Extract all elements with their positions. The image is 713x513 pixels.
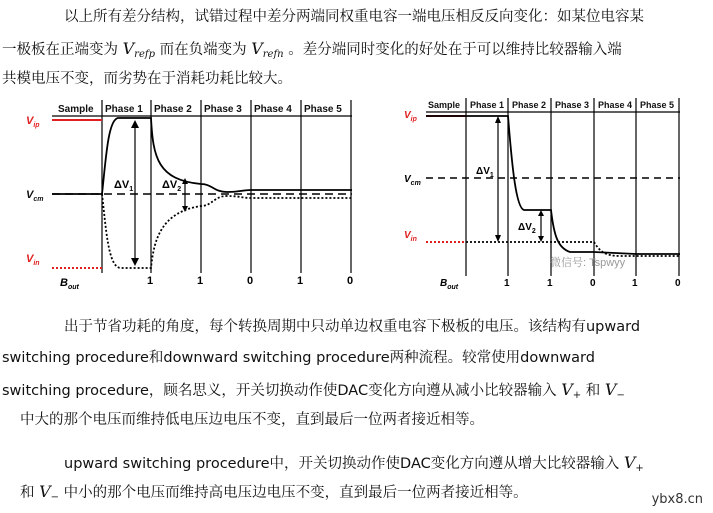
bit-2: 1 [197,275,204,287]
para3-vplus-symbol: $V_+$ [623,453,644,474]
r-bit-4: 1 [632,278,638,289]
r-vip-label: $V_{ip}$ [404,110,417,123]
bit-5: 0 [347,275,354,287]
dv1-label: $\Delta V_1$ [114,179,134,193]
vip-label: $V_{ip}$ [26,115,40,129]
r-phase-label-5: Phase 5 [640,100,675,110]
para1-line2-c: 。差分端同时变化的好处在于可以维持比较器输入端 [288,42,622,58]
para3-line2-b: 中小的那个电压而维持高电压边电压不变，直到最后一位两者接近相等。 [59,485,528,501]
para2-line1: 出于节省功耗的角度，每个转换周期中只动单边权重电容下极板的电压。该结构有upward [64,319,641,335]
phase-label-3: Phase 3 [204,104,242,115]
para3-vminus-symbol: $V_-$ [39,482,60,503]
phase-label-4: Phase 4 [254,104,292,115]
r-dv2-label: $\Delta V_2$ [518,222,536,235]
phase-label-5: Phase 5 [304,104,342,115]
r-bit-5: 0 [675,278,681,289]
r-dv1-label: $\Delta V_1$ [476,166,494,179]
phase-label-sample: Sample [58,104,94,115]
r-vcm-label: $V_{cm}$ [404,174,421,187]
r-phase-label-3: Phase 3 [555,100,590,110]
vin-label: $V_{in}$ [26,253,40,267]
para3-line2 [20,476,528,513]
r-phase-label-sample: Sample [428,100,461,110]
phase-label-1: Phase 1 [105,104,143,115]
para1-line3: 共模电压不变，而劣势在于消耗功耗比较大。 [2,71,292,87]
r-phase-label-2: Phase 2 [512,100,547,110]
r-phase-label-4: Phase 4 [598,100,633,110]
wechat-watermark: 微信号: Tspwyy [550,257,626,269]
bit-1: 1 [147,275,154,287]
vcm-label: $V_{cm}$ [26,189,44,203]
left-switching-diagram [22,98,360,294]
r-vin-label: $V_{in}$ [404,230,417,243]
r-phase-label-1: Phase 1 [470,100,505,110]
para2-line3-b: 和 [581,383,605,399]
vrefp-symbol: $V_{refp}$ [122,39,155,60]
para1-line2-b: 而在负端变为 [159,42,252,58]
bit-4: 1 [297,275,304,287]
para3-line2-a: 和 [20,485,40,501]
r-bout-label: $B_{out}$ [440,278,459,291]
vrefn-symbol: $V_{refn}$ [251,39,284,60]
dv2-label: $\Delta V_2$ [162,179,182,193]
vminus-symbol: $V_-$ [604,380,625,401]
site-watermark: ybx8.cn [651,492,703,507]
r-bit-3: 0 [590,278,596,289]
r-bit-1: 1 [504,278,510,289]
para2-line2: switching procedure和downward switching procedure两种流程。较常使用downward [2,350,595,366]
right-switching-diagram [400,96,694,292]
para2-line3-a: switching procedure，顾名思义，开关切换动作使DAC变化方向遵从减小比较器输入 [2,383,562,399]
bout-label: $B_{out}$ [60,277,79,291]
bit-3: 0 [247,275,254,287]
para2-line4: 中大的那个电压而维持低电压边电压不变，直到最后一位两者接近相等。 [20,412,484,428]
para1-line2-a: 一极板在正端变为 [2,42,118,58]
vplus-symbol: $V_+$ [561,380,582,401]
para1-line1: 以上所有差分结构，试错过程中差分两端同权重电容一端电压相反反向变化：如某位电容某 [64,9,644,25]
r-bit-2: 1 [547,278,553,289]
para3-line1-a: upward switching procedure中，开关切换动作使DAC变化方向遵从增大比较器输入 [64,456,624,472]
phase-label-2: Phase 2 [154,104,192,115]
